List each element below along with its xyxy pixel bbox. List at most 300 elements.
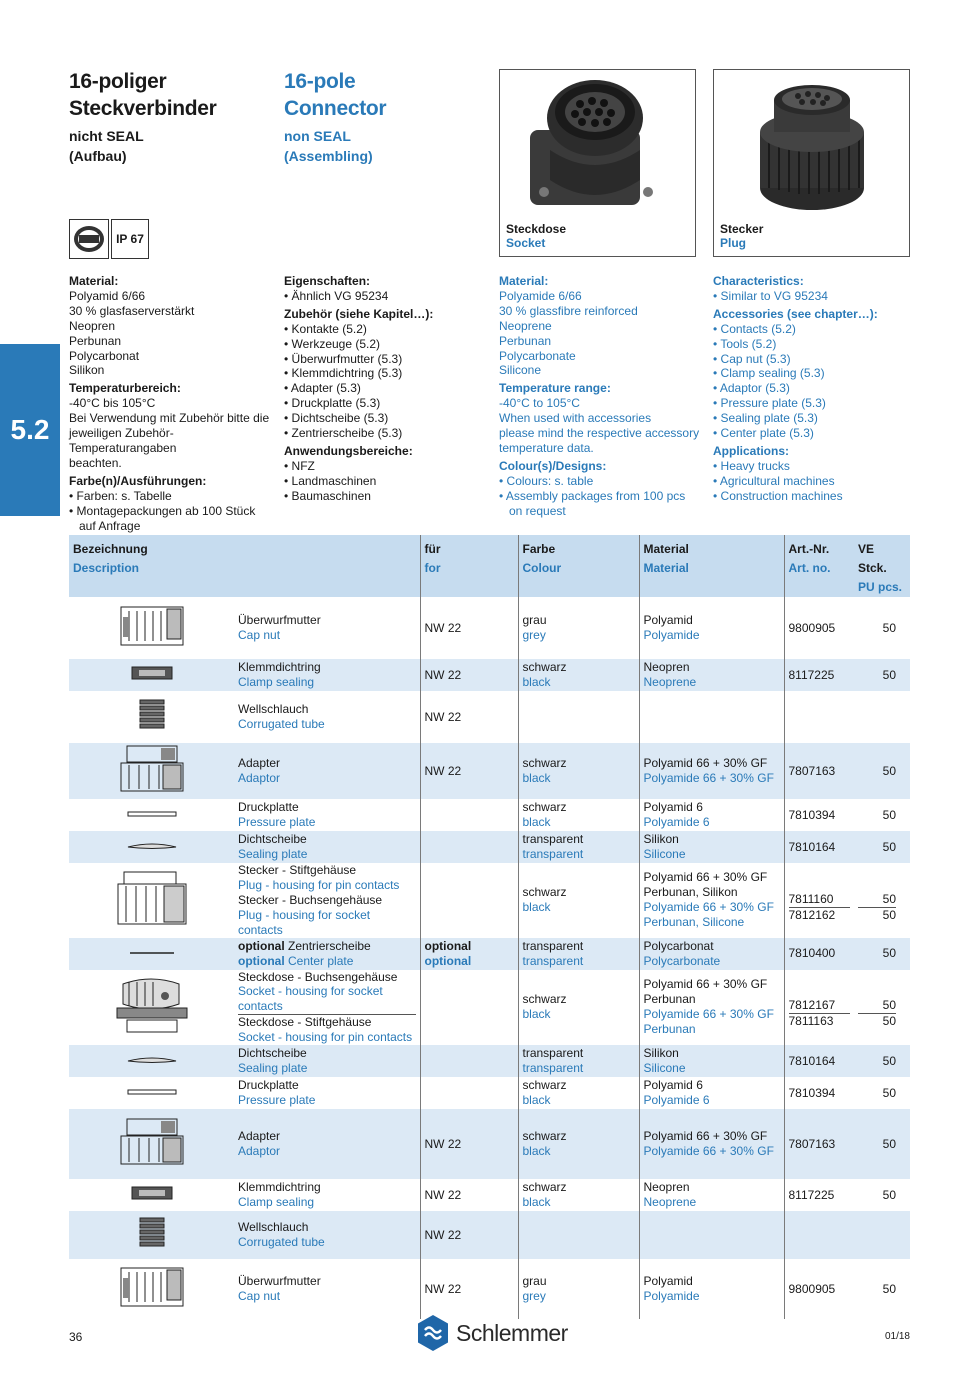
article-number <box>784 863 854 938</box>
material-cell <box>639 831 784 863</box>
colour-line: • Colours: s. table <box>499 473 594 488</box>
clamp-sealing-drawing-icon <box>69 1179 234 1211</box>
header-ve-de: VE Stck. <box>858 542 887 575</box>
description-cell <box>234 799 420 831</box>
colour-en: black <box>522 1195 551 1210</box>
pack-unit: 50 <box>854 799 910 831</box>
description-cell <box>234 743 420 799</box>
material-line: Neoprene <box>499 318 552 333</box>
description-de: Wellschlauch <box>238 702 309 717</box>
colour-de: transparent <box>522 1046 584 1061</box>
material-en: Silicone <box>643 1061 686 1076</box>
table-row <box>69 1109 910 1179</box>
material-line: 30 % glasfaserverstärkt <box>69 303 195 318</box>
header-colour-en: Colour <box>522 561 562 575</box>
for-cell: NW 22 <box>420 597 518 659</box>
pressure-plate-drawing-icon <box>69 1077 234 1109</box>
colour-cell <box>518 938 639 970</box>
material-de: Polyamid 66 + 30% GF <box>643 977 768 992</box>
header-material-en: Material <box>643 561 689 575</box>
material-cell <box>639 1179 784 1211</box>
ip67-badge <box>111 219 149 259</box>
socket-caption <box>506 222 566 250</box>
colour-en: transparent <box>522 953 584 968</box>
colour-de: schwarz <box>522 756 567 771</box>
description-en: Center plate <box>288 953 354 968</box>
pack-unit <box>854 1211 910 1259</box>
colour-de: transparent <box>522 938 584 953</box>
pack-unit: 50 <box>854 597 910 659</box>
table-row <box>69 1179 910 1211</box>
header-art-de: Art.-Nr. <box>788 542 830 556</box>
material-cell <box>639 743 784 799</box>
material-de: Polyamid 6 <box>643 1078 703 1093</box>
cap-nut-drawing-icon <box>69 597 234 659</box>
plug-caption-de: Stecker <box>720 222 764 236</box>
info-en-right <box>713 274 910 504</box>
description-cell <box>234 597 420 659</box>
sealing-plate-drawing-icon <box>69 1045 234 1077</box>
table-row <box>69 597 910 659</box>
table-row <box>69 938 910 970</box>
material-cell <box>639 659 784 691</box>
colour-cell <box>518 659 639 691</box>
colour-en: transparent <box>522 1061 584 1076</box>
colour-line: • Farben: s. Tabelle <box>69 488 172 503</box>
description-de: Druckplatte <box>238 1078 299 1093</box>
accessory-line: • Sealing plate (5.3) <box>713 411 818 426</box>
application-line: • Landmaschinen <box>284 473 377 488</box>
property-line: • Similar to VG 95234 <box>713 288 828 303</box>
description-de: Dichtscheibe <box>238 1046 307 1061</box>
header-for <box>420 535 518 597</box>
header-colour-de: Farbe <box>522 542 556 556</box>
material-line: 30 % glassfibre reinforced <box>499 303 638 318</box>
for-cell <box>420 799 518 831</box>
material-cell <box>639 1045 784 1077</box>
plug-caption <box>720 222 763 250</box>
socket-housing-drawing-icon <box>69 970 234 1046</box>
description-cell <box>234 1211 420 1259</box>
material-de: Silikon <box>643 832 679 847</box>
description-en: Sealing plate <box>238 847 308 861</box>
application-line: • Construction machines <box>713 488 843 503</box>
material-de: Perbunan <box>643 992 696 1007</box>
colour-cell <box>518 1077 639 1109</box>
plug-caption-en: Plug <box>720 236 746 250</box>
description-de: Klemmdichtring <box>238 1180 321 1195</box>
colour-heading-de: Farbe(n)/Ausführungen: <box>69 473 207 488</box>
colour-de: grau <box>522 613 547 628</box>
colour-en: black <box>522 1093 551 1108</box>
clamp-sealing-drawing-icon <box>69 659 234 691</box>
description-en: Socket - housing for pin contacts <box>238 1030 413 1045</box>
pack-unit-1: 50 <box>858 892 896 908</box>
header-material-de: Material <box>643 542 689 556</box>
corrugated-tube-drawing-icon <box>69 691 234 743</box>
colour-de: transparent <box>522 832 584 847</box>
pack-unit: 50 <box>854 1259 910 1319</box>
socket-photo-box <box>499 69 696 257</box>
certification-icon <box>69 219 109 259</box>
material-cell <box>639 938 784 970</box>
accessory-line: • Pressure plate (5.3) <box>713 396 826 411</box>
header-art-no <box>784 535 854 597</box>
material-en: Polyamide 66 + 30% GF <box>643 771 774 785</box>
colour-cell <box>518 1179 639 1211</box>
material-cell <box>639 1211 784 1259</box>
chapter-tab-label: 5.2 <box>10 414 50 445</box>
description-en: Sealing plate <box>238 1061 308 1076</box>
material-line: Neopren <box>69 318 116 333</box>
article-number <box>784 691 854 743</box>
description-cell <box>234 1045 420 1077</box>
pack-unit: 50 <box>854 1045 910 1077</box>
material-de: Silikon <box>643 1046 679 1061</box>
for-de: optional <box>424 938 472 953</box>
article-number-pin: 7811163 <box>788 1013 834 1028</box>
material-en: Polycarbonate <box>643 953 721 968</box>
material-de: Polyamid 66 + 30% GF <box>643 870 768 885</box>
page-number: 36 <box>69 1330 83 1344</box>
description-en: Clamp sealing <box>238 1195 315 1210</box>
colour-en: transparent <box>522 847 584 861</box>
material-cell <box>639 1109 784 1179</box>
table-row <box>69 659 910 691</box>
accessory-line: • Werkzeuge (5.2) <box>284 336 381 351</box>
temperature-line: temperature data. <box>499 440 594 455</box>
characteristics-heading-en: Characteristics: <box>713 274 804 288</box>
for-en: optional <box>424 953 472 968</box>
article-number: 7807163 <box>784 743 854 799</box>
material-de: Perbunan, Silikon <box>643 885 738 900</box>
colour-cell <box>518 1045 639 1077</box>
pack-unit: 50 <box>854 831 910 863</box>
header-pu <box>854 535 910 597</box>
title-en-line2: Connector <box>284 97 387 120</box>
description-en: Cap nut <box>238 628 281 642</box>
article-number-socket: 7812167 <box>789 998 851 1014</box>
table-row <box>69 970 910 1046</box>
material-line: Polycarbonate <box>499 348 576 363</box>
colour-en: black <box>522 815 551 829</box>
material-line: Perbunan <box>69 333 122 348</box>
table-row <box>69 743 910 799</box>
brand-name: Schlemmer <box>456 1319 568 1346</box>
pack-unit <box>854 863 910 938</box>
description-de: Steckdose - Buchsengehäuse <box>238 969 398 984</box>
accessory-line: • Druckplatte (5.3) <box>284 396 381 411</box>
pack-unit-1: 50 <box>858 998 896 1014</box>
description-de: Druckplatte <box>238 800 299 815</box>
description-de: Stecker - Stiftgehäuse <box>238 863 357 877</box>
pack-unit: 50 <box>854 1109 910 1179</box>
colour-cell <box>518 1109 639 1179</box>
accessory-line: • Dichtscheibe (5.3) <box>284 411 389 426</box>
accessories-heading-en: Accessories (see chapter…): <box>713 306 878 321</box>
description-cell <box>234 1077 420 1109</box>
colour-line: on request <box>499 503 566 518</box>
material-en: Perbunan, Silicone <box>643 915 745 930</box>
material-cell <box>639 799 784 831</box>
accessory-line: • Adapter (5.3) <box>284 381 361 396</box>
material-line: Perbunan <box>499 333 552 348</box>
article-number: 7810164 <box>784 1045 854 1077</box>
colour-de: schwarz <box>522 1078 567 1093</box>
description-de: Überwurfmutter <box>238 1274 321 1289</box>
colour-de: grau <box>522 1274 547 1289</box>
for-cell <box>420 938 518 970</box>
table-row <box>69 1211 910 1259</box>
pack-unit-2: 50 <box>882 1013 896 1028</box>
for-cell <box>420 1077 518 1109</box>
adaptor-drawing-icon <box>69 743 234 799</box>
accessories-heading-de: Zubehör (siehe Kapitel…): <box>284 306 434 321</box>
table-row <box>69 1259 910 1319</box>
description-en: Plug - housing for socket contacts <box>238 907 371 937</box>
colour-cell <box>518 691 639 743</box>
sealing-plate-drawing-icon <box>69 831 234 863</box>
plug-connector-image <box>714 70 909 220</box>
description-de: Zentrierscheibe <box>288 938 371 953</box>
article-number: 7810394 <box>784 1077 854 1109</box>
material-cell <box>639 597 784 659</box>
optional-label: optional <box>238 938 285 953</box>
table-row <box>69 691 910 743</box>
center-plate-drawing-icon <box>69 938 234 970</box>
material-line: Polycarbonat <box>69 348 140 363</box>
title-de-line1: 16-poliger <box>69 70 167 93</box>
article-number: 7810394 <box>784 799 854 831</box>
info-de-right <box>284 274 494 504</box>
description-cell <box>234 1259 420 1319</box>
for-cell: NW 22 <box>420 1211 518 1259</box>
colour-de: schwarz <box>522 1180 567 1195</box>
article-number: 9800905 <box>784 1259 854 1319</box>
temperature-line: please mind the respective accessory <box>499 426 700 441</box>
material-de: Polyamid <box>643 1274 693 1289</box>
temperature-line: jeweiligen Zubehör-Temperaturangaben <box>69 426 177 455</box>
parts-table <box>69 535 910 1319</box>
applications-heading-de: Anwendungsbereiche: <box>284 443 413 458</box>
description-en: Socket - housing for socket contacts <box>238 984 416 1015</box>
header-description-en: Description <box>73 561 140 575</box>
colour-line: • Montagepackungen ab 100 Stück <box>69 503 256 518</box>
temperature-line: -40°C bis 105°C <box>69 396 156 411</box>
temperature-line: -40°C to 105°C <box>499 396 580 411</box>
colour-de: schwarz <box>522 885 567 900</box>
application-line: • NFZ <box>284 458 315 473</box>
material-en: Perbunan <box>643 1022 696 1037</box>
corrugated-tube-drawing-icon <box>69 1211 234 1259</box>
socket-connector-image <box>500 70 695 220</box>
issue-date: 01/18 <box>884 1331 910 1342</box>
pressure-plate-drawing-icon <box>69 799 234 831</box>
material-de: Polyamid <box>643 613 693 628</box>
description-de: Dichtscheibe <box>238 832 307 847</box>
description-cell <box>234 970 420 1046</box>
header-description-de: Bezeichnung <box>73 542 148 556</box>
schlemmer-logo-icon <box>416 1314 450 1352</box>
pack-unit <box>854 970 910 1046</box>
article-number <box>784 1211 854 1259</box>
title-de-line2: Steckverbinder <box>69 97 217 120</box>
colour-line: • Assembly packages from 100 pcs <box>499 488 686 503</box>
colour-cell <box>518 1259 639 1319</box>
material-cell <box>639 863 784 938</box>
ip67-label: IP 67 <box>116 232 144 246</box>
material-de: Polyamid 6 <box>643 800 703 815</box>
pack-unit: 50 <box>854 1077 910 1109</box>
parts-table-body <box>69 597 910 1319</box>
table-row <box>69 831 910 863</box>
for-cell: NW 22 <box>420 1259 518 1319</box>
colour-en: black <box>522 771 551 785</box>
colour-de: schwarz <box>522 992 567 1007</box>
material-en: Polyamide <box>643 1289 700 1304</box>
accessory-line: • Überwurfmutter (5.3) <box>284 351 403 366</box>
accessory-line: • Center plate (5.3) <box>713 426 814 441</box>
subtitle-de-line2: (Aufbau) <box>69 148 127 164</box>
colour-cell <box>518 743 639 799</box>
colour-cell <box>518 597 639 659</box>
accessory-line: • Adaptor (5.3) <box>713 381 790 396</box>
header-for-de: für <box>424 542 441 556</box>
description-cell <box>234 863 420 938</box>
accessory-line: • Tools (5.2) <box>713 336 777 351</box>
temperature-heading-de: Temperaturbereich: <box>69 381 181 396</box>
temperature-line: When used with accessories <box>499 411 652 426</box>
subtitle-en-line2: (Assembling) <box>284 148 373 164</box>
description-en: Corrugated tube <box>238 1235 325 1250</box>
colour-en: grey <box>522 1289 546 1304</box>
chapter-tab[interactable] <box>0 344 60 516</box>
description-de: Überwurfmutter <box>238 613 321 628</box>
for-cell: NW 22 <box>420 659 518 691</box>
description-en: Pressure plate <box>238 815 316 829</box>
application-line: • Agricultural machines <box>713 473 835 488</box>
pack-unit: 50 <box>854 1179 910 1211</box>
material-en: Silicone <box>643 847 686 861</box>
description-en: Adaptor <box>238 1144 281 1159</box>
material-en: Neoprene <box>643 1195 697 1210</box>
info-de-left <box>69 274 279 533</box>
pack-unit: 50 <box>854 938 910 970</box>
description-en: Pressure plate <box>238 1093 316 1108</box>
article-number: 9800905 <box>784 597 854 659</box>
title-en-line1: 16-pole <box>284 70 356 93</box>
colour-de: schwarz <box>522 660 567 675</box>
table-row <box>69 1077 910 1109</box>
article-number: 7810164 <box>784 831 854 863</box>
pack-unit <box>854 691 910 743</box>
header-art-en: Art. no. <box>788 561 831 575</box>
colour-heading-en: Colour(s)/Designs: <box>499 458 607 473</box>
description-cell <box>234 1179 420 1211</box>
accessory-line: • Clamp sealing (5.3) <box>713 366 825 381</box>
material-cell <box>639 691 784 743</box>
colour-cell <box>518 1211 639 1259</box>
description-cell <box>234 691 420 743</box>
material-heading-en: Material: <box>499 274 549 288</box>
colour-en: black <box>522 1007 551 1022</box>
material-de: Neopren <box>643 660 690 675</box>
colour-en: black <box>522 675 551 689</box>
subtitle-de-line1: nicht SEAL <box>69 128 144 144</box>
description-de: Klemmdichtring <box>238 660 321 675</box>
for-cell <box>420 970 518 1046</box>
socket-caption-en: Socket <box>506 236 546 250</box>
colour-en: black <box>522 1144 551 1159</box>
description-en: Cap nut <box>238 1289 281 1304</box>
description-en: Clamp sealing <box>238 675 315 689</box>
article-number: 7810400 <box>784 938 854 970</box>
title-de <box>69 68 217 166</box>
material-en: Polyamide 6 <box>643 815 710 829</box>
article-number-socket: 7812162 <box>788 907 836 922</box>
info-en-left <box>499 274 709 519</box>
description-en: Adaptor <box>238 771 281 785</box>
table-header-row <box>69 535 910 597</box>
article-number: 8117225 <box>784 1179 854 1211</box>
table-row <box>69 863 910 938</box>
colour-en: grey <box>522 628 546 642</box>
material-line: Silikon <box>69 363 105 378</box>
article-number: 7807163 <box>784 1109 854 1179</box>
material-en: Polyamide 66 + 30% GF <box>643 900 774 915</box>
material-cell <box>639 970 784 1046</box>
table-row <box>69 1045 910 1077</box>
description-cell <box>234 938 420 970</box>
colour-de: schwarz <box>522 1129 567 1144</box>
subtitle-en-line1: non SEAL <box>284 128 351 144</box>
accessory-line: • Cap nut (5.3) <box>713 351 791 366</box>
material-en: Polyamide 66 + 30% GF <box>643 1144 774 1159</box>
accessory-line: • Kontakte (5.2) <box>284 321 367 336</box>
properties-heading-de: Eigenschaften: <box>284 274 371 288</box>
description-cell <box>234 659 420 691</box>
for-cell: NW 22 <box>420 743 518 799</box>
for-cell <box>420 1045 518 1077</box>
material-de: Polycarbonat <box>643 938 714 953</box>
material-de: Polyamid 66 + 30% GF <box>643 1129 768 1144</box>
optional-label: optional <box>238 953 285 968</box>
material-en: Polyamide 66 + 30% GF <box>643 1007 774 1022</box>
material-de: Neopren <box>643 1180 690 1195</box>
plug-photo-box <box>713 69 910 257</box>
accessory-line: • Zentrierscheibe (5.3) <box>284 426 403 441</box>
colour-cell <box>518 831 639 863</box>
for-cell <box>420 831 518 863</box>
pack-unit: 50 <box>854 743 910 799</box>
application-line: • Baumaschinen <box>284 488 371 503</box>
property-line: • Ähnlich VG 95234 <box>284 288 389 303</box>
article-number-pin: 7811160 <box>789 892 851 908</box>
colour-cell <box>518 970 639 1046</box>
pack-unit-2: 50 <box>882 907 896 922</box>
accessory-line: • Contacts (5.2) <box>713 321 796 336</box>
description-de: Adapter <box>238 756 281 771</box>
header-description <box>69 535 420 597</box>
material-en: Neoprene <box>643 675 697 689</box>
for-cell: NW 22 <box>420 1179 518 1211</box>
description-cell <box>234 831 420 863</box>
plug-housing-drawing-icon <box>69 863 234 938</box>
material-heading-de: Material: <box>69 274 119 288</box>
article-number: 8117225 <box>784 659 854 691</box>
for-cell: NW 22 <box>420 691 518 743</box>
brand-logo <box>416 1314 568 1352</box>
